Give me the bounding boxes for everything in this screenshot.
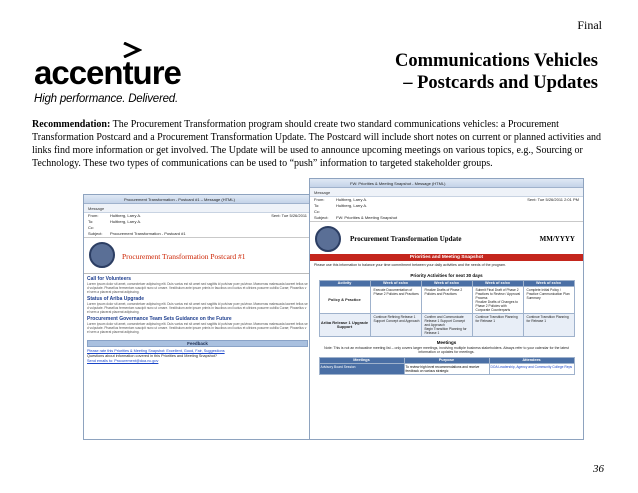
update-email-window [309,178,584,440]
postcard-from-row: From: Hultberg, Larry A. Sent: Tue 5/26/2011 [88,213,307,218]
update-header [310,222,583,254]
feedback-questions-line: Questions about information covered in this Priorities and Meeting Snapshot? [87,354,218,358]
update-ribbon: Message [310,188,583,197]
update-intro: Please use this information to balance your time commitment between your daily activities and the needs of the program. [314,263,506,267]
update-subject-row: Subject: FW: Priorities & Meeting Snapshot [314,215,398,220]
table-cell [421,286,472,313]
postcard-section-body: Lorem ipsum dolor sit amet, consectetuer adipiscing elit. Duis varius est sit amet sed sagittis id pulvinar puer pulvinar. Maecenas malesuada laoreet tellus sed vulputate. Phasellus fermentum suscipit nunc ut ornare. Vestibulum ante ipsum primis in faucibus orci luctus et ultrices posuere cubilia Curae; Phasellus vel sem a placerat placerat adipiscing. [87,302,308,314]
postcard-section-body: Lorem ipsum dolor sit amet, consectetuer adipiscing elit. Duis varius est sit amet sed sagittis id pulvinar puer pulvinar. Maecenas malesuada laoreet tellus sed vulputate. Phasellus fermentum suscipit nunc ut ornare. Vestibulum ante ipsum primis in faucibus orci luctus et ultrices posuere cubilia Curae; Phasellus vel sem a placerat placerat adipiscing. [87,322,308,334]
table-cell [472,313,523,336]
postcard-cc-row: Cc: [88,225,94,230]
table-row [319,313,574,336]
cell-bullet: Submit Final Draft of Phase 2 Practices to Review / Approval Process [475,287,521,300]
column-header: Week of xx/xx [421,280,472,286]
cell-bullet: Begin Transition Planning for Release 1 [424,326,467,335]
title-line-1: Communications Vehicles [394,51,598,71]
recommendation-paragraph [32,118,610,170]
nc-seal-icon [315,226,341,252]
recommendation-text: The Procurement Transformation program should create two standard communications vehicles: a Procurement Transformation Postcard and a Procurement Transformation Update. The Postcard will include short notes on current or planned activities and links find more information or get involved. The Update will be used to announce upcoming meetings on various topics, e.g., Sourcing or Technology. These two types of communications can be used to “push” information to targeted stakeholder groups. [32,119,602,169]
activity-name: Ariba Release 1 Upgrade Support [319,313,370,336]
meetings-title: Meetings [436,339,457,345]
cell-bullet: Continue Transition Planning for Release 1 [475,314,518,323]
final-label: Final [577,18,602,32]
update-from-row: From: Hultberg, Larry A. Sent: Tue 5/26/2011 2:01 PM [314,197,579,202]
postcard-ribbon: Message [84,204,311,213]
postcard-headers [84,213,311,238]
activities-title: Priority Activities for next 30 days [410,272,483,278]
cell-bullet: Continue Transition Planning for Release 1 [526,314,569,323]
update-headers [310,197,583,222]
table-row [319,286,574,313]
column-header: Activity [319,280,370,286]
column-header: Week of xx/xx [370,280,421,286]
update-date: MM/YYYY [539,235,575,243]
cell-bullet: Execute Documentation of Phase 2 Policies and Practices [373,287,419,296]
postcard-section: Procurement Governance Team Sets Guidance on the Future [87,316,232,322]
meeting-name: Advisory Board Session [319,363,404,374]
column-header: Week of xx/xx [523,280,574,286]
meetings-table [319,357,575,375]
feedback-email-line[interactable]: Send emails to: Procurement@doa.nc.gov [87,359,159,363]
update-cc-row: Cc: [314,209,320,214]
activity-name: Policy & Practice [319,286,370,313]
postcard-subject-row: Subject: Procurement Transformation - Postcard #1 [88,231,186,236]
postcard-to-row: To: Hultberg, Larry A. [88,219,142,224]
cell-bullet: Finalize Drafts of Changes to Phase 2 Policies with Corporate Counterparts [475,299,519,312]
logo-tagline: High performance. Delivered. [34,93,178,105]
column-header: Attendees [489,357,574,363]
meeting-purpose: To review high level recommendations and receive feedback on various strategic [404,363,489,374]
column-header: Purpose [404,357,489,363]
meetings-note: Note: This is not an exhaustive meeting list – only covers larger meetings, involving multiple business stakeholders. Always refer to your calendar for the latest information or updates for meetings. [324,345,569,354]
snapshot-banner: Priorities and Meeting Snapshot [310,254,583,261]
table-cell [370,286,421,313]
table-cell [472,286,523,313]
column-header: Meetings [319,357,404,363]
postcard-title: Procurement Transformation Postcard #1 [122,252,246,261]
update-title: Procurement Transformation Update [350,235,462,243]
activities-table [319,280,575,337]
postcard-section-body: Lorem ipsum dolor sit amet, consectetuer adipiscing elit. Duis varius est sit amet sed sagittis id pulvinar puer pulvinar. Maecenas malesuada laoreet tellus sed vulputate. Phasellus fermentum suscipit nunc ut ornare. Vestibulum ante ipsum primis in faucibus orci luctus et ultrices posuere cubilia Curae; Phasellus vel sem a placerat placerat adipiscing. [87,282,308,294]
update-titlebar: FW: Priorities & Meeting Snapshot - Message (HTML) [310,179,583,188]
feedback-rate-line[interactable]: Please rate this Priorities & Meeting Snapshot: Excellent, Good, Fair, Suggestions [87,349,225,353]
postcard-header [84,238,311,274]
nc-seal-icon [89,242,115,268]
cell-bullet: Continue Refining Release 1 Support Concept and Approach [373,314,420,323]
page-title [338,50,598,94]
feedback-text [84,347,311,366]
postcard-titlebar: Procurement Transformation - Postcard #1 – Message (HTML) [84,195,311,204]
logo-wordmark: accenture [34,54,181,91]
table-cell [421,313,472,336]
meeting-attendees: DOA Leadership, Agency and Community College Reps [489,363,574,374]
cell-bullet: Complete Initial Policy / Practice Communication Plan Summary [526,287,570,300]
postcard-email-window [83,194,312,440]
column-header: Week of xx/xx [472,280,523,286]
postcard-section: Status of Ariba Upgrade [87,296,145,302]
table-row [319,363,574,374]
title-line-2: – Postcards and Updates [403,73,598,93]
feedback-bar: Feedback [87,340,308,347]
table-cell [523,313,574,336]
cell-bullet: Confirm and Communicate Release 1 Support Concept and Approach [424,314,466,327]
table-cell [523,286,574,313]
update-to-row: To: Hultberg, Larry A. [314,203,368,208]
recommendation-label: Recommendation: [32,119,111,130]
table-cell [370,313,421,336]
cell-bullet: Finalize Drafts of Phase 2 Policies and Practices [424,287,463,296]
postcard-section: Call for Volunteers [87,276,132,282]
page-number: 36 [593,463,604,475]
